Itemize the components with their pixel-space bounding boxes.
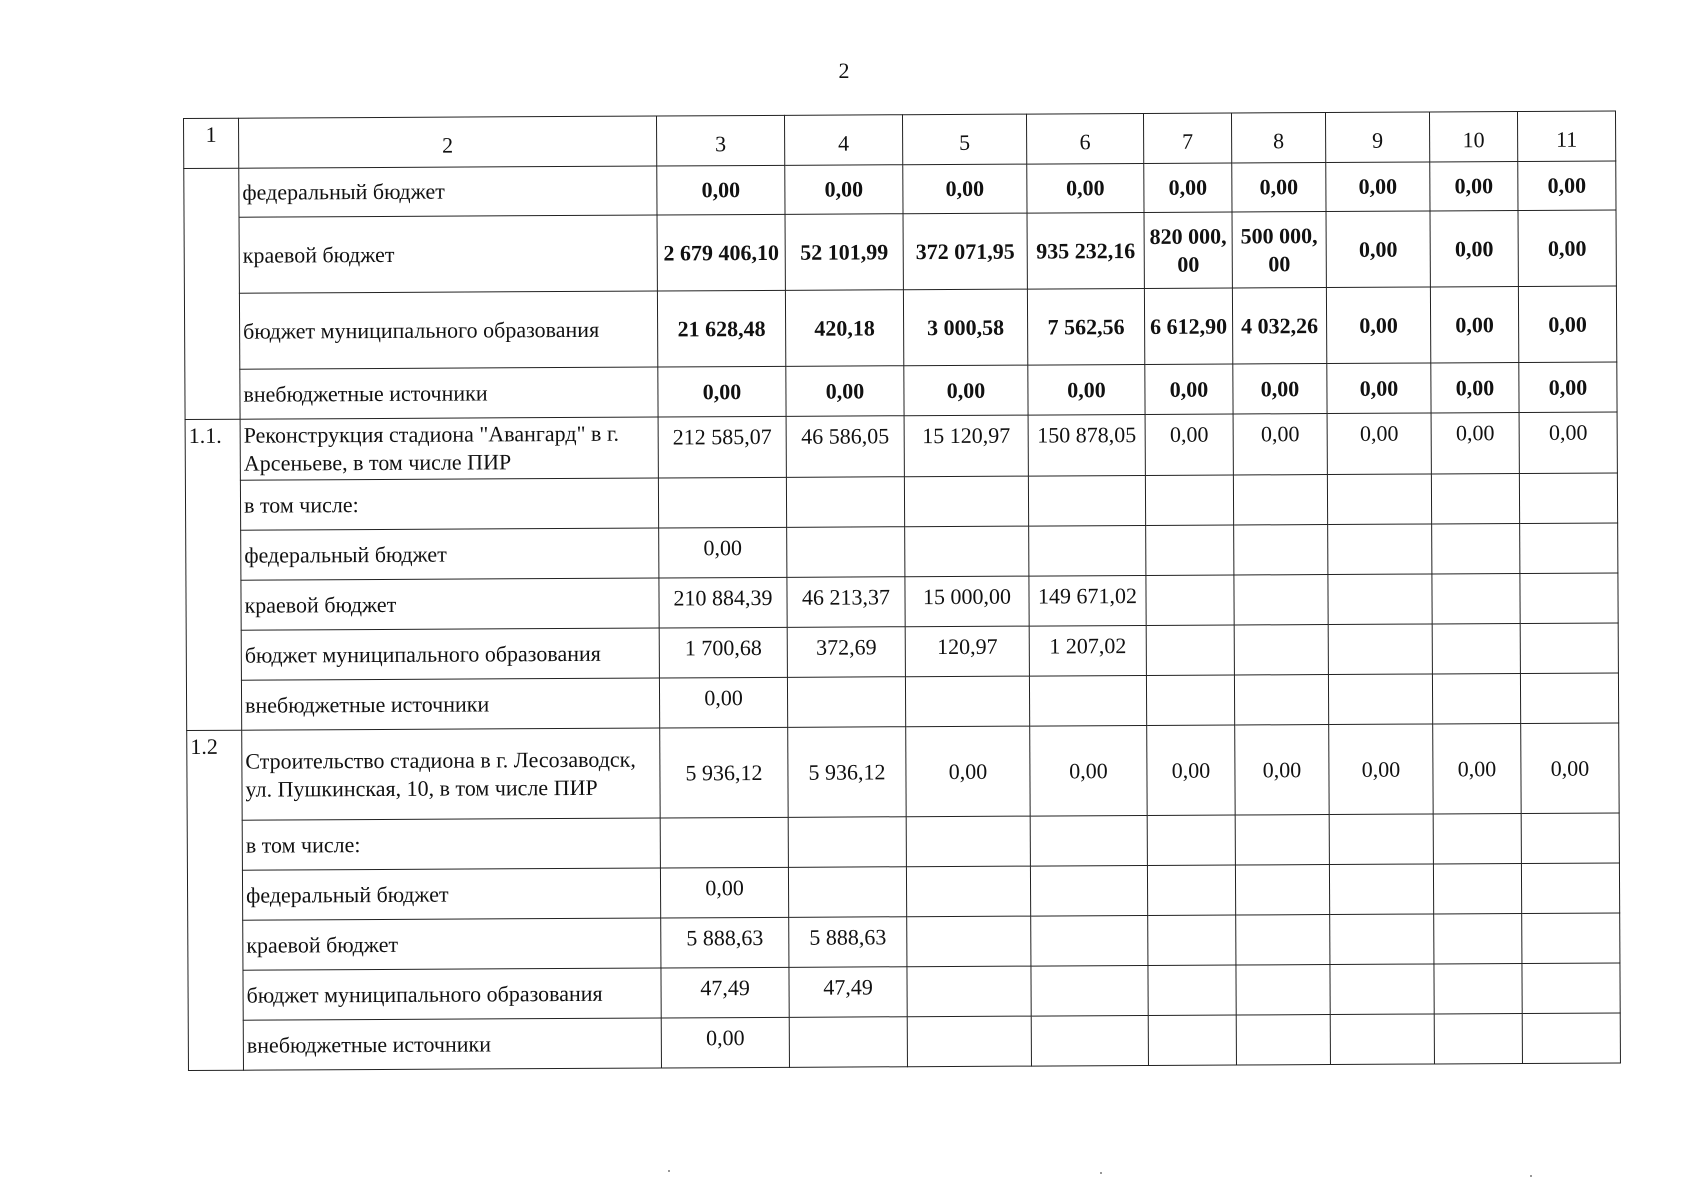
value-cell — [1330, 914, 1434, 965]
empty-cell — [658, 477, 786, 528]
value-cell: 0,00 — [1430, 162, 1518, 211]
value-cell: 0,00 — [1327, 363, 1431, 414]
value-cell: 0,00 — [659, 677, 787, 728]
value-cell: 46 586,05 — [786, 416, 904, 478]
value-cell — [1234, 625, 1328, 675]
table-row — [188, 913, 1620, 970]
value-cell: 0,00 — [1327, 413, 1431, 475]
value-cell: 0,00 — [658, 366, 786, 417]
value-cell: 372,69 — [787, 627, 905, 678]
value-cell — [1522, 963, 1620, 1014]
value-cell: 500 000,00 — [1232, 212, 1326, 288]
value-cell: 210 884,39 — [659, 577, 787, 628]
value-cell: 1 207,02 — [1029, 625, 1146, 676]
value-cell — [1031, 965, 1148, 1016]
table-row — [188, 963, 1620, 1020]
value-cell — [1432, 674, 1520, 724]
value-cell: 0,00 — [1326, 287, 1430, 364]
column-header: 7 — [1143, 113, 1231, 163]
item-row — [187, 723, 1619, 820]
table-row — [187, 813, 1619, 870]
value-cell — [1520, 573, 1618, 624]
value-cell: 0,00 — [1518, 286, 1616, 363]
value-cell: 212 585,07 — [658, 416, 786, 478]
value-cell: 47,49 — [789, 967, 907, 1018]
empty-cell — [1030, 815, 1147, 866]
value-cell: 0,00 — [1145, 414, 1233, 475]
value-cell — [1329, 864, 1433, 915]
value-cell — [1328, 624, 1432, 675]
value-cell: 46 213,37 — [787, 577, 905, 628]
value-cell — [1522, 913, 1620, 964]
item-number: 1.1. — [185, 419, 242, 730]
table-row — [184, 210, 1616, 293]
value-cell: 21 628,48 — [657, 290, 785, 367]
value-cell — [788, 867, 906, 918]
row-label: краевой бюджет — [241, 578, 659, 630]
value-cell: 0,00 — [1518, 161, 1616, 211]
value-cell: 0,00 — [1326, 162, 1430, 212]
row-label: внебюджетные источники — [243, 1018, 661, 1070]
value-cell — [1432, 624, 1520, 674]
table-row — [186, 523, 1618, 580]
scan-speck — [668, 1170, 670, 1172]
value-cell: 15 000,00 — [905, 576, 1029, 627]
value-cell — [1234, 675, 1328, 725]
value-cell: 0,00 — [1521, 723, 1619, 814]
scan-speck — [1530, 1175, 1532, 1177]
value-cell: 420,18 — [785, 290, 903, 367]
value-cell — [1328, 574, 1432, 625]
table-row — [185, 362, 1617, 419]
value-cell — [1432, 574, 1520, 624]
value-cell — [787, 527, 905, 578]
table-row — [187, 863, 1619, 920]
value-cell — [1330, 1014, 1434, 1065]
column-header: 11 — [1517, 111, 1615, 162]
value-cell — [1234, 525, 1328, 575]
value-cell — [1434, 1014, 1522, 1064]
item-row — [185, 412, 1617, 480]
value-cell: 0,00 — [903, 164, 1027, 214]
value-cell — [1146, 525, 1234, 575]
value-cell: 2 679 406,10 — [657, 214, 785, 291]
column-header: 3 — [656, 115, 784, 166]
value-cell: 52 101,99 — [785, 214, 903, 291]
value-cell — [787, 677, 905, 728]
value-cell: 5 936,12 — [788, 727, 906, 818]
value-cell — [1031, 1015, 1148, 1066]
value-cell: 120,97 — [905, 626, 1029, 677]
row-label: федеральный бюджет — [239, 166, 657, 217]
value-cell — [1146, 675, 1234, 725]
value-cell: 0,00 — [1145, 364, 1233, 414]
column-header: 6 — [1026, 113, 1143, 164]
value-cell: 0,00 — [657, 165, 785, 215]
table-row — [186, 673, 1618, 730]
value-cell — [1148, 1015, 1236, 1065]
value-cell: 0,00 — [1233, 414, 1327, 475]
value-cell: 0,00 — [904, 365, 1028, 416]
value-cell — [1434, 964, 1522, 1014]
value-cell: 0,00 — [1027, 163, 1144, 213]
value-cell: 0,00 — [661, 1017, 789, 1068]
value-cell — [1522, 1013, 1620, 1064]
value-cell: 935 232,16 — [1027, 212, 1144, 289]
column-header: 4 — [784, 115, 902, 166]
value-cell — [1031, 915, 1148, 966]
table-row — [186, 573, 1618, 630]
item-title: Реконструкция стадиона "Авангард" в г. Арсеньеве, в том числе ПИР — [240, 417, 658, 480]
value-cell — [906, 866, 1030, 917]
row-label: бюджет муниципального образования — [239, 291, 657, 369]
row-label: бюджет муниципального образования — [241, 628, 659, 680]
empty-cell — [1329, 814, 1433, 865]
value-cell — [1434, 914, 1522, 964]
empty-cell — [786, 477, 904, 528]
value-cell — [1146, 575, 1234, 625]
value-cell — [1520, 673, 1618, 724]
value-cell — [1521, 863, 1619, 914]
value-cell — [907, 966, 1031, 1017]
row-number-cell — [184, 168, 240, 419]
value-cell — [1236, 915, 1330, 965]
value-cell: 0,00 — [1147, 725, 1235, 815]
value-cell: 4 032,26 — [1232, 288, 1326, 364]
row-label: бюджет муниципального образования — [243, 968, 661, 1020]
value-cell — [1029, 675, 1146, 726]
value-cell — [907, 1016, 1031, 1067]
value-cell: 820 000,00 — [1144, 212, 1232, 288]
value-cell: 0,00 — [1431, 363, 1519, 413]
row-label: федеральный бюджет — [241, 528, 659, 580]
value-cell — [907, 916, 1031, 967]
value-cell: 0,00 — [1144, 163, 1232, 212]
value-cell: 0,00 — [659, 527, 787, 578]
item-number: 1.2 — [187, 730, 244, 1070]
value-cell: 0,00 — [1028, 364, 1145, 415]
value-cell: 6 612,90 — [1144, 288, 1232, 364]
value-cell: 0,00 — [1433, 724, 1521, 814]
value-cell: 149 671,02 — [1029, 575, 1146, 626]
value-cell — [1234, 575, 1328, 625]
table-row — [184, 286, 1616, 369]
empty-cell — [788, 817, 906, 868]
value-cell: 0,00 — [1518, 210, 1616, 287]
empty-cell — [1433, 814, 1521, 864]
empty-cell — [1233, 475, 1327, 525]
value-cell: 5 936,12 — [660, 727, 788, 818]
value-cell — [1433, 864, 1521, 914]
page-number: 2 — [838, 58, 850, 83]
row-label: внебюджетные источники — [240, 367, 658, 419]
empty-cell — [1028, 475, 1145, 526]
value-cell: 0,00 — [1430, 211, 1518, 287]
value-cell — [1328, 524, 1432, 575]
value-cell — [905, 526, 1029, 577]
value-cell — [1030, 865, 1147, 916]
empty-cell — [1147, 815, 1235, 865]
value-cell: 0,00 — [1232, 163, 1326, 212]
value-cell: 5 888,63 — [661, 917, 789, 968]
value-cell: 1 700,68 — [659, 627, 787, 678]
value-cell: 372 071,95 — [903, 213, 1027, 290]
value-cell — [1330, 964, 1434, 1015]
value-cell: 0,00 — [1431, 413, 1519, 474]
sub-header-label: в том числе: — [240, 478, 658, 530]
value-cell: 47,49 — [661, 967, 789, 1018]
value-cell — [1432, 524, 1520, 574]
column-header: 8 — [1231, 113, 1325, 163]
empty-cell — [1431, 474, 1519, 524]
value-cell: 5 888,63 — [789, 917, 907, 968]
value-cell: 0,00 — [660, 867, 788, 918]
value-cell — [905, 676, 1029, 727]
empty-cell — [1519, 473, 1617, 524]
value-cell: 0,00 — [785, 165, 903, 215]
row-label: федеральный бюджет — [242, 868, 660, 920]
value-cell — [1328, 674, 1432, 725]
column-header: 2 — [239, 116, 657, 168]
value-cell — [1520, 623, 1618, 674]
value-cell — [1146, 625, 1234, 675]
table-row — [188, 1013, 1620, 1070]
value-cell: 0,00 — [786, 366, 904, 417]
column-header: 5 — [902, 114, 1026, 165]
value-cell — [1029, 525, 1146, 576]
value-cell — [1236, 1015, 1330, 1065]
value-cell: 0,00 — [1430, 287, 1518, 363]
value-cell — [1236, 965, 1330, 1015]
value-cell: 0,00 — [906, 726, 1030, 817]
row-label: краевой бюджет — [239, 215, 657, 293]
empty-cell — [660, 817, 788, 868]
table-row — [186, 623, 1618, 680]
value-cell: 0,00 — [1235, 725, 1329, 815]
item-title: Строительство стадиона в г. Лесозаводск, ул. Пушкинская, 10, в том числе ПИР — [242, 728, 660, 820]
value-cell: 15 120,97 — [904, 415, 1028, 477]
value-cell: 0,00 — [1326, 211, 1430, 288]
row-label: краевой бюджет — [243, 918, 661, 970]
table-row — [185, 473, 1617, 530]
column-header: 10 — [1429, 112, 1517, 162]
value-cell: 0,00 — [1519, 362, 1617, 413]
value-cell — [1235, 865, 1329, 915]
value-cell: 0,00 — [1233, 364, 1327, 414]
value-cell — [1148, 915, 1236, 965]
empty-cell — [1145, 475, 1233, 525]
empty-cell — [1235, 815, 1329, 865]
value-cell: 0,00 — [1519, 412, 1617, 474]
value-cell: 3 000,58 — [903, 289, 1027, 366]
empty-cell — [1521, 813, 1619, 864]
column-header: 9 — [1325, 112, 1429, 163]
table-row — [184, 161, 1616, 217]
value-cell: 0,00 — [1329, 724, 1433, 815]
value-cell: 150 878,05 — [1028, 414, 1145, 476]
value-cell: 7 562,56 — [1027, 288, 1144, 365]
scan-speck — [1100, 1172, 1102, 1174]
empty-cell — [906, 816, 1030, 867]
value-cell — [1520, 523, 1618, 574]
value-cell: 0,00 — [1030, 725, 1147, 816]
row-label: внебюджетные источники — [241, 678, 659, 730]
sub-header-label: в том числе: — [242, 818, 660, 870]
header-row — [184, 111, 1616, 168]
column-header: 1 — [184, 118, 239, 168]
value-cell — [789, 1017, 907, 1068]
budget-table — [183, 110, 1621, 1070]
empty-cell — [1327, 474, 1431, 525]
value-cell — [1148, 965, 1236, 1015]
empty-cell — [904, 476, 1028, 527]
value-cell — [1147, 865, 1235, 915]
